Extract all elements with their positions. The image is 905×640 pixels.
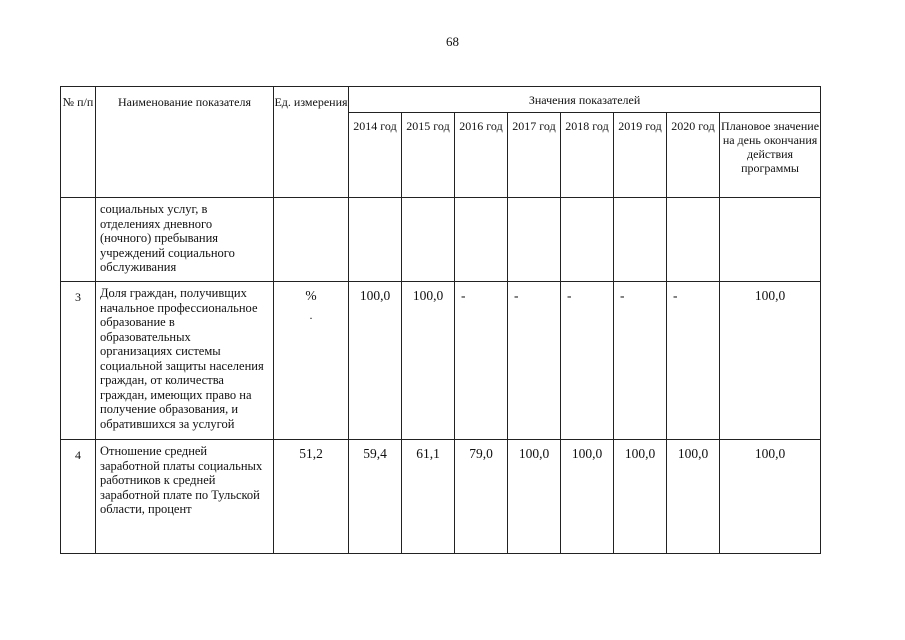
page-number: 68: [446, 34, 459, 49]
row-unit: [274, 198, 349, 282]
unit-mark: .: [309, 308, 313, 322]
table-row: [61, 282, 821, 440]
row-name-line: начальное профессиональное: [100, 300, 258, 315]
row-name-line: области, процент: [100, 502, 192, 516]
row-name-line: граждан, имеющих право на: [100, 387, 252, 402]
value-2020: [667, 198, 720, 282]
value-2019: -: [614, 282, 667, 440]
unit-text: %: [305, 288, 317, 303]
value-planned: 100,0: [720, 282, 821, 440]
header-year-2016: 2016 год: [455, 113, 508, 198]
row-num: [61, 198, 96, 282]
row-name-line: организациях системы: [100, 344, 221, 358]
value-2015: 100,0: [402, 282, 455, 440]
row-name-line: работников к средней: [100, 473, 216, 487]
value-2016: 79,0: [455, 440, 508, 554]
row-name-line: (ночного) пребывания: [100, 231, 219, 245]
header-year-2018: 2018 год: [561, 113, 614, 198]
value-2017: [508, 198, 561, 282]
row-name-line: отделениях дневного: [100, 216, 213, 231]
value-2016: -: [455, 282, 508, 440]
header-year-2017: 2017 год: [508, 113, 561, 198]
header-unit: Ед. измерения: [274, 87, 349, 198]
value-2014: 100,0: [349, 282, 402, 440]
value-2017: -: [508, 282, 561, 440]
value-2018: -: [561, 282, 614, 440]
value-2018: 100,0: [561, 440, 614, 554]
header-year-2015: 2015 год: [402, 113, 455, 198]
value-2014: [349, 198, 402, 282]
header-planned: Плановое значение на день окончания действия программы: [720, 113, 821, 198]
row-name-line: образование в: [100, 315, 175, 329]
row-name-line: обслуживания: [100, 260, 177, 274]
row-unit: [274, 282, 349, 440]
value-2016: [455, 198, 508, 282]
header-name: Наименование показателя: [96, 87, 274, 198]
row-name-line: социальных услуг, в: [100, 202, 208, 216]
value-2015: [402, 198, 455, 282]
row-unit: 51,2: [274, 440, 349, 554]
table-row: [61, 198, 821, 282]
value-2018: [561, 198, 614, 282]
row-name-line: обратившихся за услугой: [100, 416, 235, 431]
indicators-table: [60, 86, 821, 554]
value-2015: 61,1: [402, 440, 455, 554]
row-name-line: заработной платы социальных: [100, 458, 263, 473]
header-num: № п/п: [61, 87, 96, 198]
row-name: [96, 440, 274, 554]
value-2020: -: [667, 282, 720, 440]
row-name-line: образовательных: [100, 329, 191, 344]
header-values-group: Значения показателей: [349, 87, 821, 113]
value-2019: [614, 198, 667, 282]
value-2020: 100,0: [667, 440, 720, 554]
row-name-line: получение образования, и: [100, 402, 239, 416]
header-year-2014: 2014 год: [349, 113, 402, 198]
row-name-line: Доля граждан, получивщих: [100, 286, 247, 300]
row-num: 3: [61, 282, 96, 440]
value-2017: 100,0: [508, 440, 561, 554]
value-2019: 100,0: [614, 440, 667, 554]
value-planned: [720, 198, 821, 282]
header-year-2019: 2019 год: [614, 113, 667, 198]
header-year-2020: 2020 год: [667, 113, 720, 198]
row-name-line: граждан, от количества: [100, 373, 224, 387]
value-planned: 100,0: [720, 440, 821, 554]
row-name-line: учреждений социального: [100, 245, 235, 260]
value-2014: 59,4: [349, 440, 402, 554]
row-name: [96, 282, 274, 440]
row-name-line: Отношение средней: [100, 444, 208, 458]
row-num: 4: [61, 440, 96, 554]
row-name-line: социальной защиты населения: [100, 358, 264, 373]
row-name: [96, 198, 274, 282]
row-name-line: заработной плате по Тульской: [100, 487, 260, 502]
table-row: [61, 440, 821, 554]
